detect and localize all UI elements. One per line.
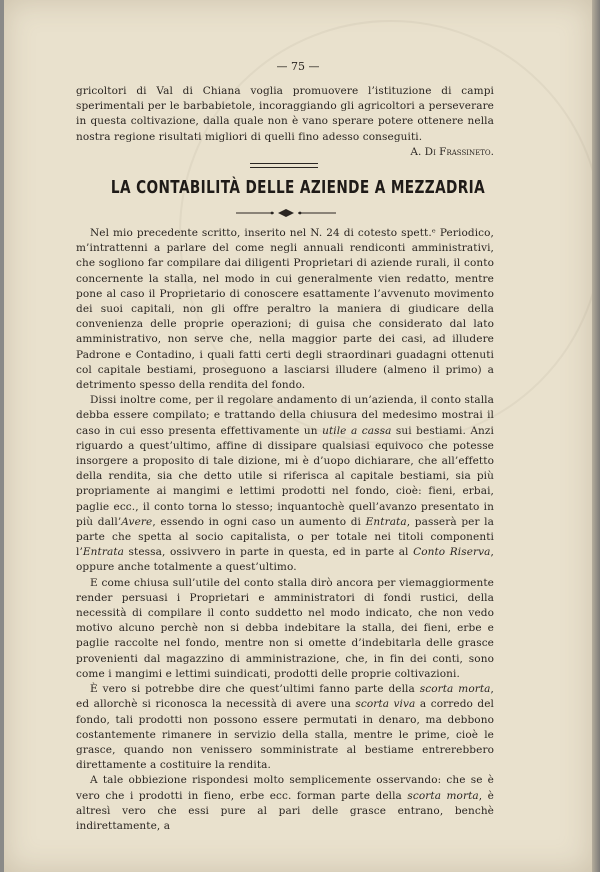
page-number: — 75 — [276, 60, 320, 73]
article-body [76, 226, 494, 834]
paragraph-2: Dissi inoltre come, per il regolare andamento di un’azienda, il conto stalla debba essere compilato; e trattando della chiusura del medesimo mostrai il caso in cui esso presenta effettivamente un utile a cassa sui bestiami. Anzi riguardo a quest’ultimo, affine di dissipare qualsiasi equivoco che potesse insorgere a proposito di tale dizione, mi è d’uopo dichiarare, che all’effetto della rendita, sia che detto utile si riferisca al capitale bestiami, sia più propriamente ai mangimi e lettimi prodotti nel fondo, cioè: fieni, erbai, paglie ecc., il conto torna lo stesso; inquantochè quell’avanzo presentato in più dall’Avere, essendo in ogni caso un aumento di Entrata, passerà per la parte che spetta al socio capitalista, o per totale nei titoli componenti l’Entrata stessa, ossivvero in parte in questa, ed in parte al Conto Riserva, oppure anche totalmente a quest’ultimo. [76, 394, 494, 574]
double-rule-divider [250, 163, 318, 168]
page [4, 0, 592, 872]
signature: A. Di Frassineto. [410, 146, 494, 158]
article-title: LA CONTABILITÀ DELLE AZIENDE A MEZZADRIA [110, 178, 486, 198]
paragraph-5: A tale obbiezione rispondesi molto semplicemente osservando: che se è vero che i prodotti in fieno, erbe ecc. forman parte della scorta morta, è altresì vero che essi pure al pari delle grasce entrano, benchè indirettamente, a [76, 774, 494, 832]
ornament-divider [236, 208, 336, 218]
paragraph-3: E come chiusa sull’utile del conto stalla dirò ancora per viemaggiormente render persuasi i Proprietari e amministratori di fondi rustici, della necessità di compilare il conto suddetto nel modo indicato, che non vedo motivo alcuno perchè non si debba indebitare la stalla, dei fieni, erbe e paglie raccolte nel fondo, mentre non si omette d’indebitarla delle grasce provenienti dal magazzino di amministrazione, che, in fin dei conti, sono come i mangimi e lettimi suindicati, prodotti delle proprie coltivazioni. [76, 576, 494, 680]
intro-text: gricoltori di Val di Chiana voglia promuovere l’istituzione di campi sperimentali per le barbabietole, incoraggiando gli agricoltori a perseverare in questa coltivazione, dalla quale non è vano sperare potere ottenere nella nostra regione risultati migliori di quelli fino adesso conseguiti. [76, 85, 494, 143]
intro-paragraph [76, 84, 494, 145]
page-edge [592, 0, 600, 872]
paragraph-1: Nel mio precedente scritto, inserito nel N. 24 di cotesto spett.ᵉ Periodico, m’intrattenni a parlare del come negli annuali rendiconti amministrativi, che sogliono far compilare dai diligenti Proprietari di aziende rurali, il conto concernente la stalla, nel modo in cui generalmente vien redatto, mentre pone al caso il Proprietario di conoscere esattamente l’avvenuto movimento dei suoi capitali, non gli offre peraltro la maniera di giudicare della convenienza delle proprie operazioni; di guisa che considerato dal lato amministrativo, non serve che, nella maggior parte dei casi, ad illudere Padrone e Contadino, i quali fatti certi degli straordinari guadagni ottenuti col capitale bestiami, proseguono a lasciarsi illudere (almeno il primo) a detrimento spesso della rendita del fondo. [76, 227, 494, 392]
paragraph-4: È vero si potrebbe dire che quest’ultimi fanno parte della scorta morta, ed allorchè si riconosca la necessità di avere una scorta viva a corredo del fondo, tali prodotti non possono essere permutati in denaro, ma debbono costantemente rimanere in servizio della stalla, mentre le prime, cioè le grasce, quando non venissero somministrate al bestiame entrerebbero direttamente a costituire la rendita. [76, 683, 495, 772]
